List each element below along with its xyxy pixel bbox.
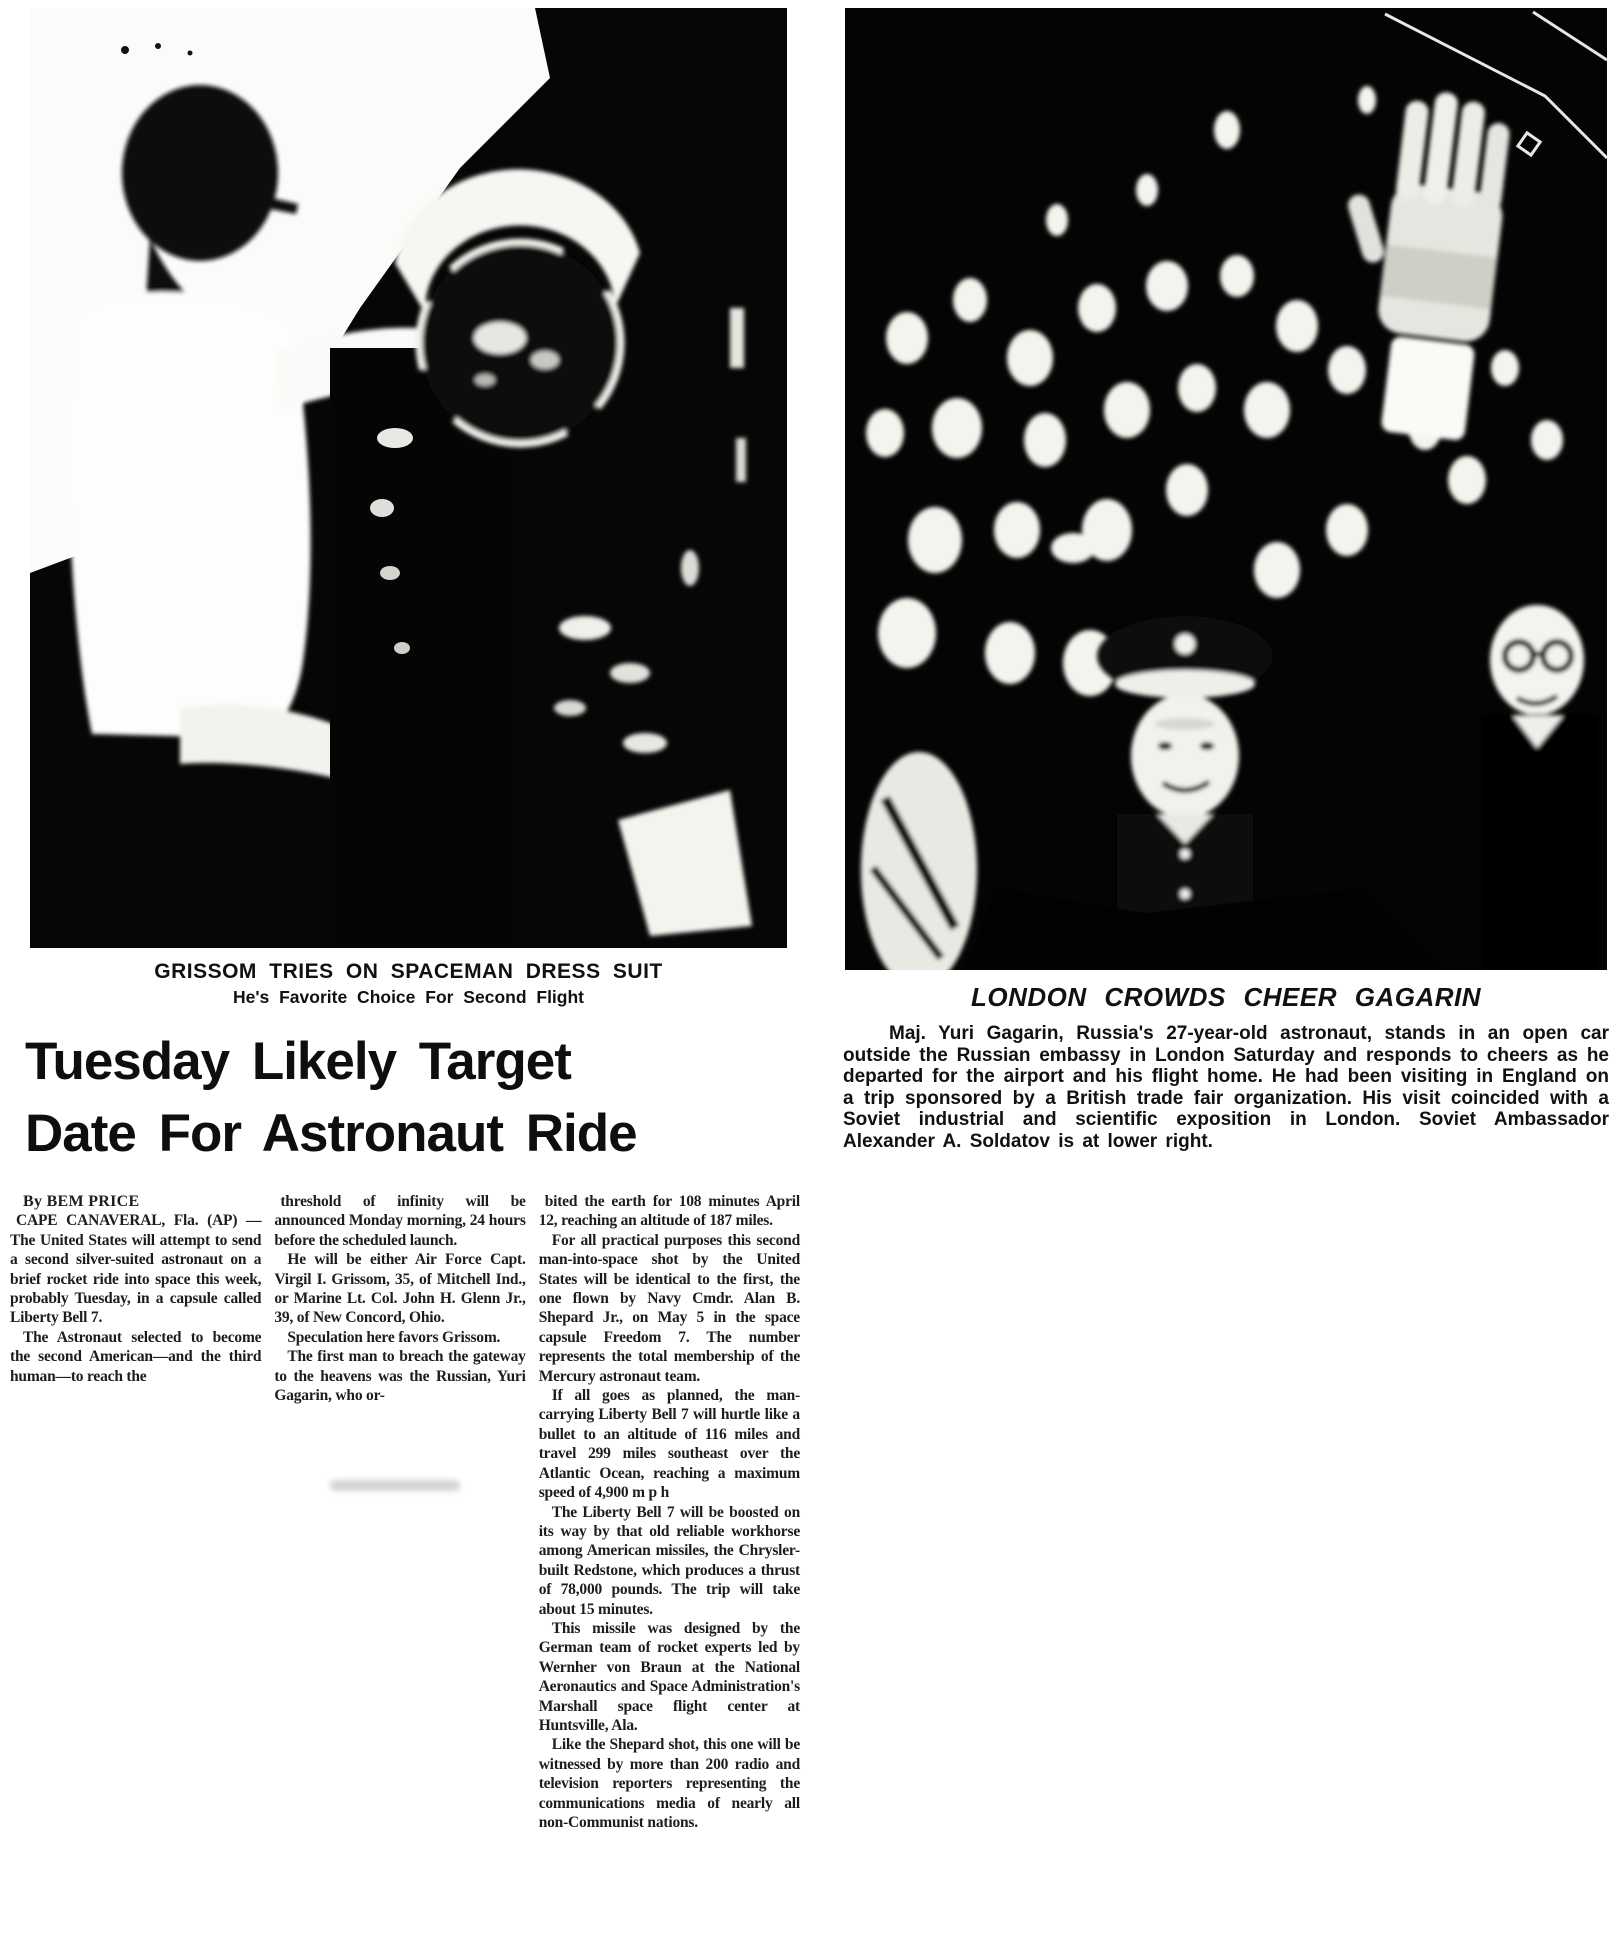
paragraph: threshold of infinity will be announced Monday morning, 24 hours before the scheduled launch. bbox=[274, 1193, 526, 1249]
paragraph: This missile was designed by the German team of rocket experts led by Wernher von Braun at the National Aeronautics and Space Administration's Marshall space flight center at Huntsville, Ala. bbox=[538, 1619, 800, 1734]
gagarin-caption-text: Maj. Yuri Gagarin, Russia's 27-year-old astronaut, stands in an open car outside the Russian embassy in London Saturday and responds to cheers as he departed for the airport and his flight home. He had been visiting in England on a trip sponsored by a British trade fair organization. His visit coincided with a Soviet industrial and scientific exposition in London. Soviet Ambassador Alexander A. Soldatov is at lower right. bbox=[843, 1023, 1609, 1152]
paragraph-text: —The United States will attempt to send a second silver-suited astronaut on a brief rocket ride into space this week, probably Tuesday, in a capsule called Liberty Bell 7. bbox=[10, 1212, 262, 1327]
article-headline bbox=[25, 1026, 745, 1170]
grissom-photo bbox=[30, 8, 787, 948]
paragraph: Speculation here favors Grissom. bbox=[287, 1328, 501, 1346]
article-column-1 bbox=[10, 1192, 261, 1832]
paragraph: The first man to breach the gateway to the heavens was the Russian, Yuri Gagarin, who or- bbox=[274, 1348, 526, 1405]
gagarin-crowd-photo bbox=[845, 8, 1607, 970]
byline: By BEM PRICE bbox=[23, 1193, 140, 1210]
paragraph: The Astronaut selected to become the second American—and the third human—to reach the bbox=[10, 1328, 262, 1385]
article-body bbox=[10, 1192, 800, 1832]
grissom-caption-title: GRISSOM TRIES ON SPACEMAN DRESS SUIT bbox=[154, 960, 663, 983]
article-column-3 bbox=[539, 1192, 800, 1832]
ambassador-figure bbox=[1481, 605, 1599, 970]
paragraph: He will be either Air Force Capt. Virgil I. Grissom, 35, of Mitchell Ind., or Marine Lt. Col. John H. Glenn Jr., 39, of New Concord, Ohio. bbox=[274, 1251, 526, 1327]
grissom-photo-illustration bbox=[30, 8, 787, 948]
headline-line-2: Date For Astronaut Ride bbox=[25, 1104, 637, 1163]
paragraph: bited the earth for 108 minutes April 12, reaching an altitude of 187 miles. bbox=[538, 1193, 800, 1230]
gagarin-photo-illustration bbox=[845, 8, 1607, 970]
headline-line-1: Tuesday Likely Target bbox=[25, 1032, 571, 1091]
paragraph: The Liberty Bell 7 will be boosted on its way by that old reliable workhorse among American missiles, the Chrysler-built Redstone, which produces a thrust of 78,000 pounds. The trip will take about 15 minutes. bbox=[538, 1503, 800, 1618]
paragraph: Like the Shepard shot, this one will be witnessed by more than 200 radio and television reporters representing the communications media of nearly all non-Communist nations. bbox=[538, 1736, 800, 1831]
grissom-caption bbox=[30, 960, 787, 1008]
paragraph: If all goes as planned, the man-carrying Liberty Bell 7 will hurtle like a bullet to an altitude of 116 miles and travel 299 miles southeast over the Atlantic Ocean, reaching a maximum speed of 4,900 m p h bbox=[538, 1387, 800, 1502]
gagarin-caption-heading: LONDON CROWDS CHEER GAGARIN bbox=[970, 982, 1482, 1012]
gagarin-caption bbox=[843, 982, 1609, 1153]
paragraph bbox=[10, 1211, 261, 1327]
article-column-2 bbox=[274, 1192, 525, 1832]
paragraph: For all practical purposes this second man-into-space shot by the United States will be identical to the first, the one flown by Navy Cmdr. Alan B. Shepard Jr., on May 5 in the space capsule Freedom 7. The number represents the total membership of the Mercury astronaut team. bbox=[538, 1231, 800, 1385]
dateline: CAPE CANAVERAL, Fla. (AP) bbox=[16, 1212, 247, 1230]
grissom-caption-subtitle: He's Favorite Choice For Second Flight bbox=[232, 987, 584, 1007]
print-smudge bbox=[330, 1480, 460, 1491]
